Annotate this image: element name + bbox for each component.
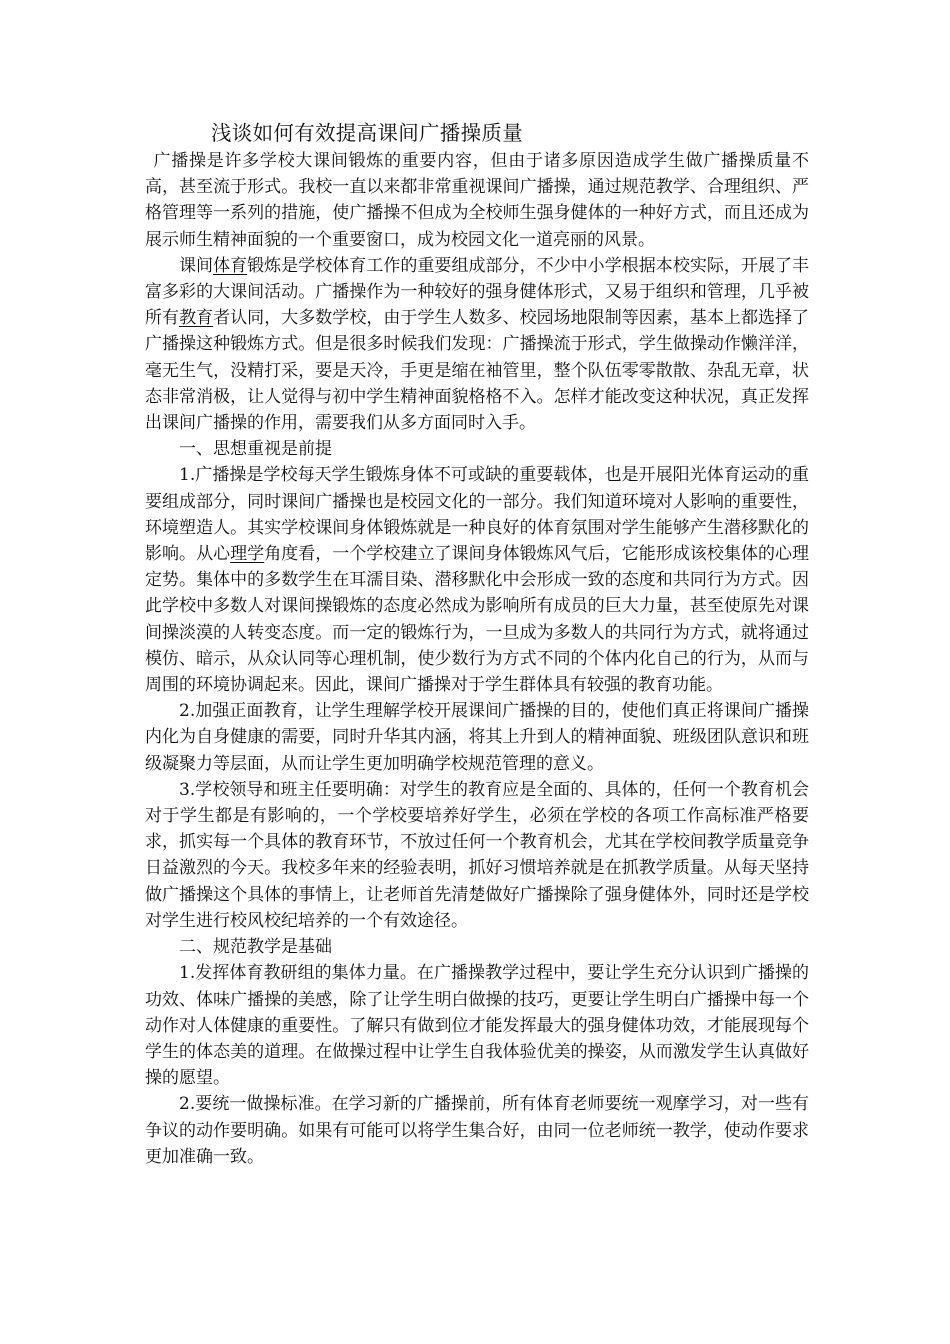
paragraph-text: 1.广播操是学校每天学生锻炼身体不可或缺的重要载体，也是开展阳光体育运动的重要组成部分，同时课间广播操也是校园文化的一部分。我们知道环境对人影响的重要性，环境塑造人。其实学校课间身体锻炼就是一种良好的体育氛围对学生能够产生潜移默化的影响。从心 bbox=[145, 465, 809, 565]
link-tiyu[interactable]: 体育 bbox=[213, 255, 248, 276]
section1-paragraph-3: 3.学校领导和班主任要明确：对学生的教育应是全面的、具体的，任何一个教育机会对于学生都是有影响的，一个学校要培养好学生，必须在学校的各项工作高标准严格要求，抓实每一个具体的教育环节，不放过任何一个教育机会，尤其在学校间教学质量竞争日益激烈的今天。我校多年来的经验表明，抓好习惯培养就是在抓教学质量。从每天坚持做广播操这个具体的事情上，让老师首先清楚做好广播操除了强身健体外，同时还是学校对学生进行校风校纪培养的一个有效途径。 bbox=[145, 779, 809, 931]
document-title: 浅谈如何有效提高课间广播操质量 bbox=[211, 121, 523, 145]
section-heading-2: 二、规范教学是基础 bbox=[179, 937, 332, 958]
link-lixue[interactable]: 理学 bbox=[230, 544, 265, 565]
document-page bbox=[145, 118, 809, 1170]
section2-paragraph-2: 2.要统一做操标准。在学习新的广播操前，所有体育老师要统一观摩学习，对一些有争议的动作要明确。如果有可能可以将学生集合好，由同一位老师统一教学，使动作要求更加准确一致。 bbox=[145, 1094, 809, 1167]
paragraph-text: 锻炼是学校体育工作的重要组成部分，不少中小学根据本校实际，开展了丰富多彩的大课间活动。广播操作为一种较好的强身健体形式，又易于组织和管理，几乎被所有 bbox=[145, 255, 810, 329]
intro-paragraph: 广播操是许多学校大课间锻炼的重要内容，但由于诸多原因造成学生做广播操质量不高，甚至流于形式。我校一直以来都非常重视课间广播操，通过规范教学、合理组织、严格管理等一系列的措施，使广播操不但成为全校师生强身健体的一种好方式，而且还成为展示师生精神面貌的一个重要窗口，成为校园文化一道亮丽的风景。 bbox=[145, 151, 809, 250]
section-heading-1: 一、思想重视是前提 bbox=[179, 439, 332, 460]
paragraph-background bbox=[145, 253, 809, 436]
section2-paragraph-1: 1.发挥体育教研组的集体力量。在广播操教学过程中，要让学生充分认识到广播操的功效、体味广播操的美感，除了让学生明白做操的技巧，更要让学生明白广播操中每一个动作对人体健康的重要性。了解只有做到位才能发挥最大的强身健体功效，才能展现每个学生的体态美的道理。在做操过程中让学生自我体验优美的操姿，从而激发学生认真做好操的愿望。 bbox=[145, 963, 809, 1089]
paragraph-text: 角度看，一个学校建立了课间身体锻炼风气后，它能形成该校集体的心理定势。集体中的多数学生在耳濡目染、潜移默化中会形成一致的态度和共同行为方式。因此学校中多数人对课间操锻炼的态度必然成为影响所有成员的巨大力量，甚至使原先对课间操淡漠的人转变态度。而一定的锻炼行为，一旦成为多数人的共同行为方式，就将通过模仿、暗示，从众认同等心理机制，使少数行为方式不同的个体内化自己的行为，从而与周围的环境协调起来。因此，课间广播操对于学生群体具有较强的教育功能。 bbox=[145, 544, 810, 696]
link-jiaoyu[interactable]: 教育 bbox=[179, 308, 214, 329]
paragraph-text: 课间 bbox=[179, 255, 214, 276]
paragraph-text: 者认同，大多数学校，由于学生人数多、校园场地限制等因素，基本上都选择了广播操这种锻炼方式。但是很多时候我们发现：广播操流于形式，学生做操动作懒洋洋，毫无生气，没精打采，要是天冷，手更是缩在袖管里，整个队伍零零散散、杂乱无章，状态非常消极，让人觉得与初中学生精神面貌格格不入。怎样才能改变这种状况，真正发挥出课间广播操的作用，需要我们从多方面同时入手。 bbox=[145, 308, 810, 434]
section1-paragraph-1 bbox=[145, 462, 809, 698]
section1-paragraph-2: 2.加强正面教育，让学生理解学校开展课间广播操的目的，使他们真正将课间广播操内化为自身健康的需要，同时升华其内涵，将其上升到人的精神面貌、班级团队意识和班级凝聚力等层面，从而让学生更加明确学校规范管理的意义。 bbox=[145, 701, 809, 774]
